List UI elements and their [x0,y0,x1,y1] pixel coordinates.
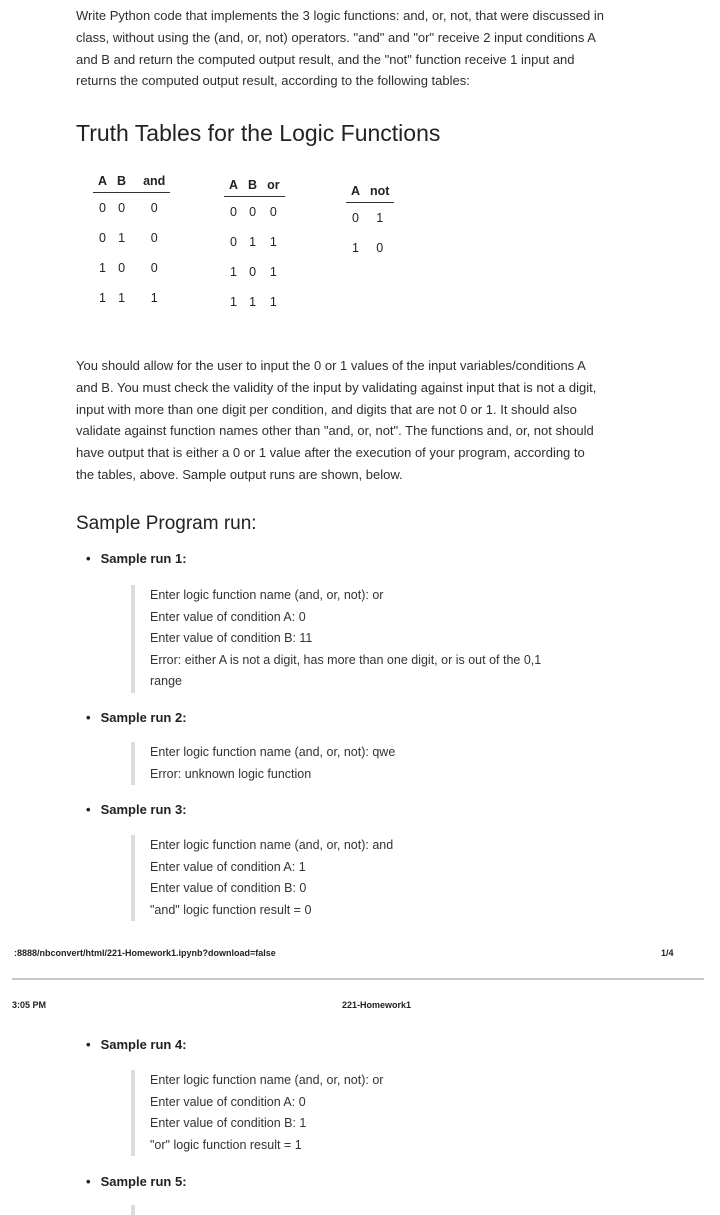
table-cell: 0 [118,201,126,215]
output-line: Enter value of condition B: 1 [150,1116,307,1131]
table-cell: 1 [118,231,126,245]
table-row [346,233,394,263]
column-header: not [365,180,394,203]
table-cell: 1 [269,265,277,279]
output-line: Error: either A is not a digit, has more than one digit, or is out of the 0,1 [150,652,542,667]
page-break-divider [12,978,704,980]
table-cell: 0 [99,201,106,215]
column-header: and [131,170,170,193]
table-cell: 0 [269,205,277,219]
intro-paragraph [76,5,636,92]
output-line: Enter value of condition A: 0 [150,1094,306,1109]
sample-program-heading: Sample Program run: [76,513,257,534]
table-row [224,287,285,317]
output-line: Enter logic function name (and, or, not): qwe [150,745,396,759]
sample-run-5-label: • Sample run 5: [86,1174,187,1189]
table-cell: 1 [118,291,126,305]
table-cell: 0 [352,211,359,225]
table-cell: 0 [150,201,158,215]
sample-run-4-output [131,1070,600,1156]
column-header: B [243,174,262,197]
table-cell: 1 [99,261,106,275]
output-line: "and" logic function result = 0 [150,902,312,917]
output-line: Enter logic function name (and, or, not): or [150,588,384,602]
column-header: A [224,174,243,197]
table-cell: 0 [376,241,384,255]
and-truth-table [93,170,170,313]
sample-run-2-label: • Sample run 2: [86,710,187,725]
table-header-row [93,170,170,193]
sample-run-2-output [131,742,600,785]
output-line: Enter value of condition B: 0 [150,881,307,896]
column-header: A [346,180,365,203]
print-page-number: 1/4 [661,948,674,958]
validation-line: You should allow for the user to input the 0 or 1 values of the input variables/conditions A [76,358,586,373]
table-cell: 0 [118,261,126,275]
table-row [224,227,285,257]
table-cell: 0 [230,235,237,249]
intro-line: class, without using the (and, or, not) operators. "and" and "or" receive 2 input conditions A [76,29,596,45]
table-cell: 1 [269,235,277,249]
validation-line: have output that is either a 0 or 1 value after the execution of your program, according to [76,445,585,461]
intro-line: Write Python code that implements the 3 logic functions: and, or, not, that were discussed in [76,8,604,23]
table-row [93,283,170,313]
print-header-time: 3:05 PM [12,1000,47,1010]
output-line: Enter value of condition B: 11 [150,631,313,646]
table-row [93,223,170,253]
table-cell: 1 [150,291,158,305]
not-truth-table [346,180,394,263]
output-line: Enter value of condition A: 1 [150,859,306,874]
table-cell: 0 [150,261,158,275]
table-cell: 1 [249,295,257,309]
sample-run-3-output [131,835,600,921]
output-line: Enter logic function name (and, or, not): and [150,838,394,852]
table-row [93,253,170,283]
table-cell: 0 [150,231,158,245]
validation-line: and B. You must check the validity of the input by validating against input that is not a digit, [76,379,597,395]
table-cell: 0 [99,231,106,245]
table-cell: 1 [249,235,257,249]
table-cell: 1 [376,211,384,225]
column-header: B [112,170,131,193]
table-cell: 1 [99,291,106,305]
table-cell: 0 [249,265,257,279]
table-cell: 1 [352,241,359,255]
sample-run-1-output [131,585,600,693]
validation-line: input with more than one digit per condition, and digits that are not 0 or 1. It should also [76,401,577,417]
output-line: Error: unknown logic function [150,766,312,781]
print-footer-url: :8888/nbconvert/html/221-Homework1.ipynb?download=false [14,948,276,958]
sample-run-1-label: • Sample run 1: [86,551,187,566]
intro-line: and B and return the computed output result, and the "not" function receive 1 input and [76,51,575,67]
column-header: A [93,170,112,193]
intro-line: returns the computed output result, according to the following tables: [76,73,470,89]
table-row [93,193,170,224]
table-row [224,197,285,228]
table-row [346,203,394,234]
table-cell: 1 [269,295,277,309]
table-cell: 0 [230,205,237,219]
or-truth-table [224,174,285,317]
sample-run-3-label: • Sample run 3: [86,802,187,817]
output-line: Enter logic function name (and, or, not): or [150,1073,384,1087]
output-line: "or" logic function result = 1 [150,1137,302,1152]
table-header-row [224,174,285,197]
output-line: Enter value of condition A: 0 [150,609,306,624]
table-cell: 0 [249,205,257,219]
table-row [224,257,285,287]
validation-line: the tables, above. Sample output runs are shown, below. [76,466,403,482]
truth-tables-heading: Truth Tables for the Logic Functions [76,120,441,146]
sample-run-5-output [131,1205,600,1215]
validation-line: validate against function names other than "and, or, not". The functions and, or, not should [76,423,594,439]
print-header-title: 221-Homework1 [342,1000,412,1010]
validation-paragraph [76,355,636,486]
column-header: or [262,174,285,197]
sample-run-4-label: • Sample run 4: [86,1037,187,1052]
table-cell: 1 [230,265,237,279]
table-header-row [346,180,394,203]
table-cell: 1 [230,295,237,309]
output-line: range [150,674,182,689]
